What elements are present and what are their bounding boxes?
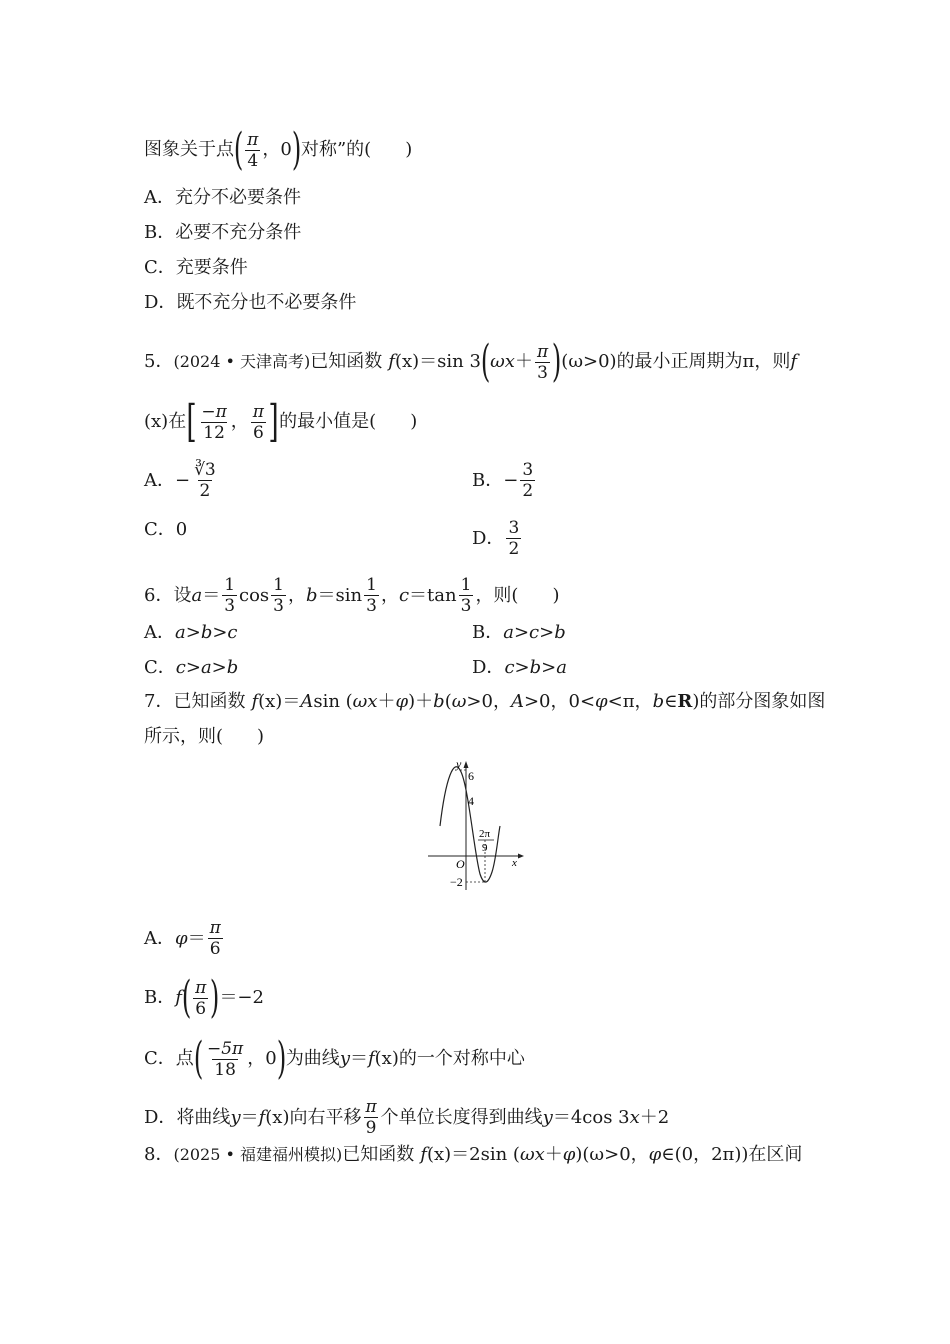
q7-option-b	[144, 972, 264, 1023]
option-text: 为曲线	[285, 1048, 340, 1069]
fraction-denominator: 2	[199, 481, 211, 501]
q5-option-a	[144, 460, 220, 501]
sine-curve	[440, 767, 500, 882]
q5-text: 已知函数	[310, 351, 383, 372]
question-number: 6．	[144, 584, 174, 606]
function-name: f	[388, 351, 395, 372]
left-paren: (	[480, 336, 491, 387]
plus-sign: ＋	[377, 691, 396, 712]
equals: ＝	[349, 1048, 368, 1069]
fraction-numerator: 1	[460, 575, 472, 595]
option-letter: B．	[144, 987, 176, 1008]
left-paren: (	[181, 972, 192, 1023]
q4-option-d	[144, 291, 356, 315]
option-letter: A．	[144, 622, 175, 643]
q4-point-fraction	[245, 130, 260, 171]
var-omega: ω	[451, 691, 467, 712]
left-paren: (	[193, 1033, 204, 1084]
right-paren: )	[551, 336, 562, 387]
fraction-denominator: 6	[195, 998, 207, 1019]
function-arg: (x)	[374, 1048, 399, 1069]
fraction-denominator: 6	[252, 422, 264, 443]
function-name: f	[258, 1106, 266, 1128]
fraction	[364, 575, 379, 616]
option-letter: B．	[144, 222, 176, 243]
fraction-numerator: 3	[508, 518, 520, 538]
cos: cos	[239, 584, 270, 606]
q7-option-d	[144, 1097, 669, 1138]
option-text: c>a>b	[175, 657, 239, 678]
var-y: y	[542, 1106, 553, 1128]
q7-text: 所示，则(	[144, 726, 224, 747]
x-axis-arrow	[518, 854, 524, 859]
q5-text: 的最小正周期为π，则	[616, 351, 791, 372]
question-source: (2025 • 福建福州模拟)	[173, 1145, 343, 1164]
tick-6: 6	[468, 769, 474, 783]
q5-stem-line2	[144, 396, 418, 447]
q6-option-a	[144, 621, 238, 645]
y-axis-label: y	[456, 757, 462, 771]
equals: ＝	[187, 927, 206, 949]
q7-stem-line1	[144, 690, 825, 714]
function-name: f	[420, 1144, 427, 1165]
q6-text: 设	[173, 584, 192, 606]
q5-option-b	[472, 460, 537, 501]
answer-paren-close: )	[405, 139, 413, 160]
q6-option-d	[472, 656, 567, 680]
q5-option-d	[472, 518, 523, 559]
var-phi: φ	[648, 1144, 662, 1165]
q4-stem-text-b: 对称”的(	[300, 139, 372, 160]
interval-left-fraction	[199, 402, 228, 443]
right-bracket: ]	[268, 396, 279, 447]
q7-option-a	[144, 918, 225, 959]
q7-text: 已知函数	[173, 691, 246, 712]
fraction-numerator: π	[365, 1097, 377, 1117]
option-letter: D．	[144, 292, 177, 313]
option-text: 充分不必要条件	[175, 187, 301, 208]
fraction-numerator: 1	[224, 575, 236, 595]
option-text: 向右平移	[289, 1106, 362, 1128]
option-expr: ＝4cos 3	[552, 1106, 630, 1128]
q7-expr: )＋	[408, 691, 434, 712]
equals: ＝	[240, 1106, 259, 1128]
var-A: A	[300, 691, 314, 712]
option-expr: ＋2	[639, 1106, 670, 1128]
function-name: f	[251, 691, 259, 712]
option-letter: B．	[472, 469, 504, 491]
option-letter: A．	[144, 187, 175, 208]
var-c: c	[398, 584, 410, 606]
var-y: y	[230, 1106, 241, 1128]
option-text: 的一个对称中心	[398, 1048, 525, 1069]
fraction-denominator: 3	[366, 596, 377, 616]
q4-stem	[144, 124, 413, 175]
q5-text: 在	[168, 411, 187, 432]
function-arg: (x)＝	[258, 691, 301, 712]
sin: sin (	[313, 691, 353, 712]
option-text: a>b>c	[175, 622, 238, 643]
var-y: y	[339, 1048, 350, 1069]
plus-sign: ＋	[514, 351, 533, 372]
q5-option-c	[144, 518, 187, 542]
q7-text: )的部分图象如图	[692, 691, 826, 712]
var-a: a	[191, 584, 203, 606]
fraction-numerator: −5π	[206, 1038, 244, 1059]
question-source: (2024 • 天津高考)	[173, 352, 311, 371]
right-paren: )	[210, 972, 220, 1023]
option-text: 必要不充分条件	[175, 222, 302, 243]
fraction-numerator: 1	[366, 575, 377, 595]
separator: ，	[288, 584, 306, 606]
q5-stem-line1	[144, 336, 798, 387]
fraction-denominator: 12	[203, 422, 225, 443]
q6-stem	[144, 575, 560, 616]
option-letter: D．	[144, 1106, 177, 1128]
option-fraction	[520, 460, 535, 501]
question-number: 5．	[144, 351, 174, 372]
option-text: c>b>a	[504, 657, 567, 678]
option-letter: C．	[144, 1048, 176, 1069]
fraction-numerator: π	[252, 401, 264, 422]
q4-option-b	[144, 221, 301, 245]
function-arg: (x)＝2sin (	[426, 1144, 520, 1165]
answer-paren-close: )	[410, 411, 418, 432]
function-arg: (x)	[394, 351, 420, 372]
separator: ，	[262, 139, 281, 160]
right-paren: )	[291, 124, 302, 175]
q4-stem-text-a: 图象关于点	[144, 139, 234, 160]
separator: ，	[230, 411, 249, 432]
q7-function-graph	[424, 756, 528, 892]
option-fraction	[506, 518, 521, 559]
q7-expr: <π，	[607, 691, 653, 712]
fraction-denominator: 18	[214, 1059, 236, 1080]
fraction	[222, 575, 237, 616]
equals: ＝	[202, 584, 221, 606]
option-text: 充要条件	[175, 257, 248, 278]
q6-option-b	[472, 621, 566, 645]
left-bracket: [	[186, 396, 197, 447]
q5-text: 的最小值是(	[279, 411, 377, 432]
option-text: 既不充分也不必要条件	[176, 292, 357, 313]
element-of: ∈	[664, 691, 678, 712]
function-name: f	[790, 351, 798, 372]
plus-sign: ＋	[544, 1144, 563, 1165]
omega-x: ωx	[490, 351, 515, 372]
separator: ，	[380, 584, 399, 606]
q8-stem	[144, 1143, 802, 1167]
equals-tan: ＝tan	[409, 584, 457, 606]
option-letter: C．	[144, 657, 176, 678]
option-text: 个单位长度得到曲线	[380, 1106, 543, 1128]
q4-option-a	[144, 186, 301, 210]
function-arg: (x)	[144, 411, 169, 432]
q5-equation: ＝sin 3	[419, 351, 481, 372]
fraction-denominator: 3	[537, 362, 548, 383]
fraction-denominator: 2	[508, 539, 520, 559]
question-number: 7．	[144, 691, 174, 712]
fraction-numerator: 3	[522, 460, 534, 480]
left-paren: (	[233, 124, 244, 175]
fraction-numerator: −π	[201, 401, 227, 422]
option-fraction	[208, 918, 223, 959]
reals-symbol: R	[677, 691, 693, 712]
fraction-numerator: π	[247, 129, 259, 150]
option-text: 点	[175, 1048, 194, 1069]
minus-sign: −	[175, 469, 191, 491]
fraction-numerator: π	[209, 918, 221, 938]
option-value: ＝−2	[219, 987, 264, 1008]
tick-minus-2: −2	[450, 875, 463, 889]
fraction	[459, 575, 474, 616]
fraction-numerator: π	[536, 341, 549, 362]
function-arg: (x)	[265, 1106, 290, 1128]
var-b: b	[306, 584, 318, 606]
option-text: 将曲线	[176, 1106, 231, 1128]
option-fraction	[193, 978, 208, 1019]
q4-option-c	[144, 256, 248, 280]
y-axis-arrow	[464, 761, 469, 768]
option-letter: D．	[472, 527, 505, 549]
option-value: 0	[175, 519, 188, 540]
fraction-denominator: 2	[522, 481, 534, 501]
fraction-denominator: 3	[224, 596, 236, 616]
fraction-numerator: 1	[273, 575, 284, 595]
fraction-denominator: 4	[247, 150, 259, 171]
option-letter: A．	[144, 469, 175, 491]
var-phi: φ	[562, 1144, 576, 1165]
answer-paren-close: )	[257, 726, 265, 747]
q7-stem-line2	[144, 725, 264, 749]
var-phi: φ	[595, 691, 608, 712]
fraction-numerator: π	[195, 977, 207, 998]
mark-numerator: 2π	[479, 828, 491, 840]
q5-phase-fraction	[535, 342, 550, 383]
q5-condition: (ω>0)	[561, 351, 617, 372]
origin-label: O	[456, 857, 465, 871]
function-name: f	[367, 1048, 375, 1069]
fraction-denominator: 3	[460, 596, 472, 616]
q7-expr: >0，0<	[523, 691, 596, 712]
option-fraction	[363, 1097, 378, 1138]
tick-4: 4	[468, 794, 474, 808]
q8-condition: )(ω>0，	[575, 1144, 649, 1165]
omega-x: ωx	[519, 1144, 545, 1165]
option-letter: D．	[472, 657, 505, 678]
option-fraction	[205, 1039, 245, 1080]
q4-point-y: 0	[280, 139, 292, 160]
omega-x: ωx	[352, 691, 378, 712]
var-x: x	[629, 1106, 640, 1128]
mark-denominator: 9	[482, 842, 488, 854]
q7-expr: >0，	[466, 691, 511, 712]
answer-paren-close: )	[552, 584, 560, 606]
var-b: b	[433, 691, 445, 712]
q6-text: ，则(	[475, 584, 519, 606]
q8-text: 已知函数	[342, 1144, 415, 1165]
separator: ，	[247, 1048, 266, 1069]
option-letter: A．	[144, 927, 175, 949]
q8-text: ∈(0，2π))在区间	[661, 1144, 803, 1165]
fraction-numerator: ∛3	[194, 460, 216, 480]
fraction-denominator: 3	[273, 596, 284, 616]
fraction	[271, 575, 286, 616]
equals-sin: ＝sin	[317, 584, 363, 606]
x-axis-label: x	[512, 857, 517, 869]
var-phi: φ	[395, 691, 409, 712]
option-fraction	[192, 460, 218, 501]
var-A: A	[510, 691, 524, 712]
fraction-denominator: 9	[365, 1118, 377, 1138]
function-name: f	[175, 987, 182, 1008]
minus-sign: −	[503, 469, 519, 491]
var-phi: φ	[175, 927, 188, 949]
q7-option-c	[144, 1033, 525, 1084]
option-letter: C．	[144, 257, 176, 278]
q6-option-c	[144, 656, 238, 680]
option-letter: B．	[472, 622, 504, 643]
var-b: b	[652, 691, 665, 712]
option-text: a>c>b	[503, 622, 566, 643]
fraction-denominator: 6	[209, 939, 221, 959]
point-y: 0	[265, 1048, 277, 1069]
interval-right-fraction	[251, 402, 266, 443]
q7-expr: (	[444, 691, 452, 712]
option-letter: C．	[144, 519, 176, 540]
question-number: 8．	[144, 1144, 174, 1165]
right-paren: )	[276, 1033, 286, 1084]
